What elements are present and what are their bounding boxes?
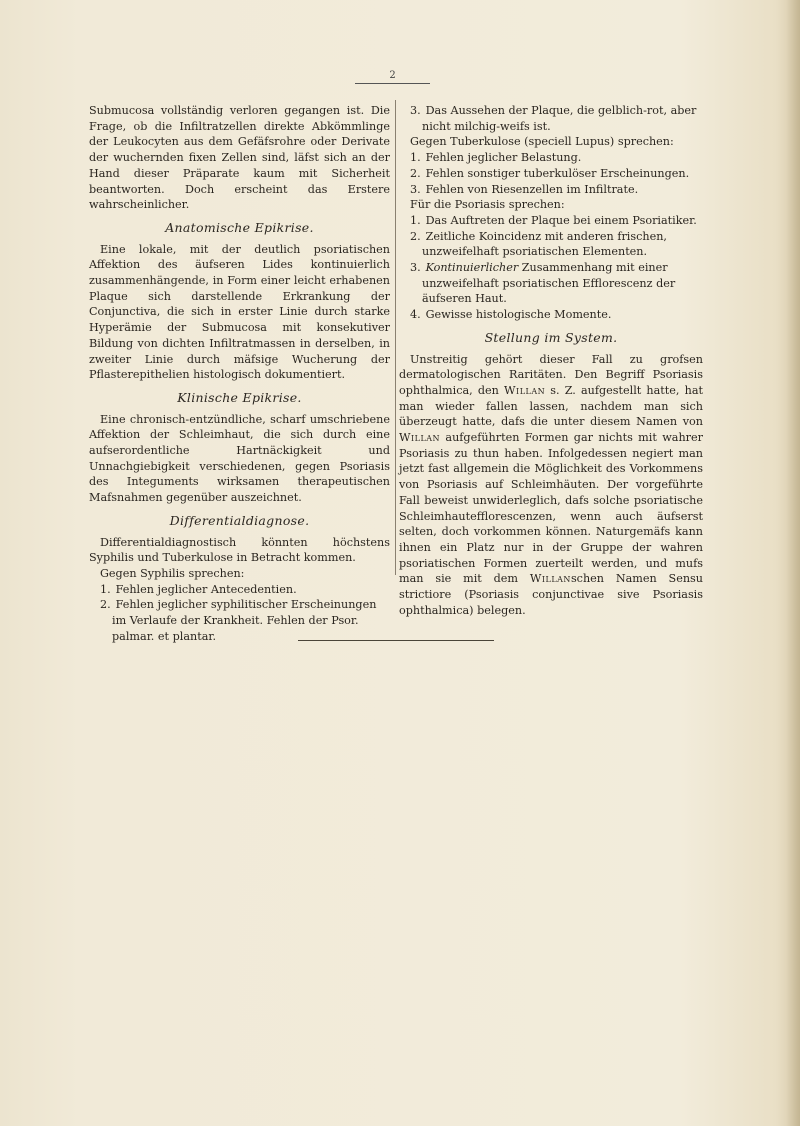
list-text: Fehlen jeglicher Antecedentien. [115,582,297,596]
list-item [399,213,703,229]
list-text: Fehlen sonstiger tuberkulöser Erscheinungen. [425,166,690,180]
list-text: Das Auftreten der Plaque bei einem Psoriatiker. [425,213,697,227]
author-name: Willan [529,572,571,586]
list-number: 1. [410,213,421,227]
list-number: 1. [100,582,111,596]
list-number: 1. [410,151,421,165]
list-item [399,229,703,260]
list-number: 2. [100,598,111,612]
page-edge-shadow [786,0,800,1126]
page-number: 2 [355,70,430,84]
heading-differentialdiagnose: Differentialdiagnose. [169,512,310,528]
list-item [89,582,390,598]
list-text: Zusammenhang mit einer unzweifelhaft psoriatischen Efflorescenz der äufseren Haut. [422,261,676,306]
list-text: Fehlen jeglicher Belastung. [425,151,582,165]
list-item [399,166,703,182]
list-item [399,260,703,307]
text-run: schen Namen Sensu strictiore (Psoriasis conjunctivae sive Psoriasis ophthalmica) belegen. [399,572,703,617]
author-name: Willan [399,431,441,445]
column-divider [395,100,396,575]
list-number: 2. [410,166,421,180]
paragraph-klinische: Eine chronisch-entzündliche, scharf umschriebene Affektion der Schleimhaut, die sich durch eine aufserordentliche Hartnäckigkeit und Unnachgiebigkeit verschiedenen, gegen Psoriasis des Integuments wirksamen therapeutischen Mafsnahmen gegenüber auszeichnet. [89,412,390,505]
list-text-italic: Kontinuierlicher [425,261,519,275]
text-run: aufgeführten Formen gar nichts mit wahrer Psoriasis zu thun haben. Infolgedessen negiert man jetzt fast allgemein die Möglichkeit des Vorkommens von Psoriasis auf Schleimhäuten. Der vorgeführte Fall beweist unwiderleglich, dafs solche psoriatische Schleimhautefflorescenzen, wenn auch äufserst selten, doch vorkommen können. Naturgemäfs kann ihnen ein Platz nur in der Gruppe der wahren psoriatischen Formen zuerteilt werden, und mufs man sie mit dem [399,431,703,586]
list-text: Zeitliche Koincidenz mit anderen frischen, unzweifelhaft psoriatischen Elementen. [422,229,667,259]
list-number: 3. [410,261,421,275]
paragraph-gegen-tuberkulose: Gegen Tuberkulose (speciell Lupus) sprechen: [410,135,674,149]
list-item [89,597,390,644]
paragraph-anatomische: Eine lokale, mit der deutlich psoriatischen Affektion des äufseren Lides kontinuierlich zusammenhängende, in Form einer leicht erhabenen Plaque sich darstellende Erkrankung der Conjunctiva, die sich in erster Linie durch starke Hyperämie der Submucosa mit konsekutiver Bildung von dichten Infiltratmassen in derselben, in zweiter Linie durch mäfsige Wucherung der Pflasterepithelien histologisch dokumentiert. [89,242,390,382]
author-name: Willan [504,383,546,397]
paragraph-differential: Differentialdiagnostisch könnten höchstens Syphilis und Tuberkulose in Betracht kommen. [89,535,390,565]
list-text: Fehlen von Riesenzellen im Infiltrate. [425,182,639,196]
list-number: 2. [410,229,421,243]
left-column [89,103,390,645]
list-number: 3. [410,182,421,196]
paragraph-stellung [399,352,703,619]
paragraph-gegen-syphilis: Gegen Syphilis sprechen: [100,566,245,580]
list-text: Das Aussehen der Plaque, die gelblich-rot, aber nicht milchig-weifs ist. [422,104,697,133]
text-run: Unstreitig gehört dieser Fall zu grofsen dermatologischen Raritäten. Den Begriff Psoriasis ophthalmica, den [399,352,703,397]
text-run: s. Z. aufgestellt hatte, hat man wieder fallen lassen, nachdem man sich überzeugt hatte, dafs die unter diesem Namen von [399,383,703,429]
heading-stellung-im-system: Stellung im System. [484,329,618,345]
right-column [399,103,703,619]
list-text: Gewisse histologische Momente. [425,308,612,322]
list-item [399,182,703,198]
paragraph-submucosa: Submucosa vollständig verloren gegangen ist. Die Frage, ob die Infiltratzellen direkte Abkömmlinge der Leukocyten aus dem Gefäfsrohre oder Derivate der wuchernden fixen Zellen sind, läfst sich an der Hand dieser Präparate kaum mit Sicherheit beantworten. Doch erscheint das Erstere wahrscheinlicher. [89,104,390,212]
list-text: Fehlen jeglicher syphilitischer Erscheinungen im Verlaufe der Krankheit. Fehlen der Psor. palmar. et plantar. [112,598,377,643]
list-number: 3. [410,104,421,117]
list-item [399,103,703,134]
paragraph-fuer-psoriasis: Für die Psoriasis sprechen: [410,198,565,212]
list-item [399,150,703,166]
end-rule [298,640,494,641]
list-item [399,307,703,323]
heading-klinische-epikrise: Klinische Epikrise. [177,389,302,405]
heading-anatomische-epikrise: Anatomische Epikrise. [165,219,314,235]
list-number: 4. [410,308,421,322]
